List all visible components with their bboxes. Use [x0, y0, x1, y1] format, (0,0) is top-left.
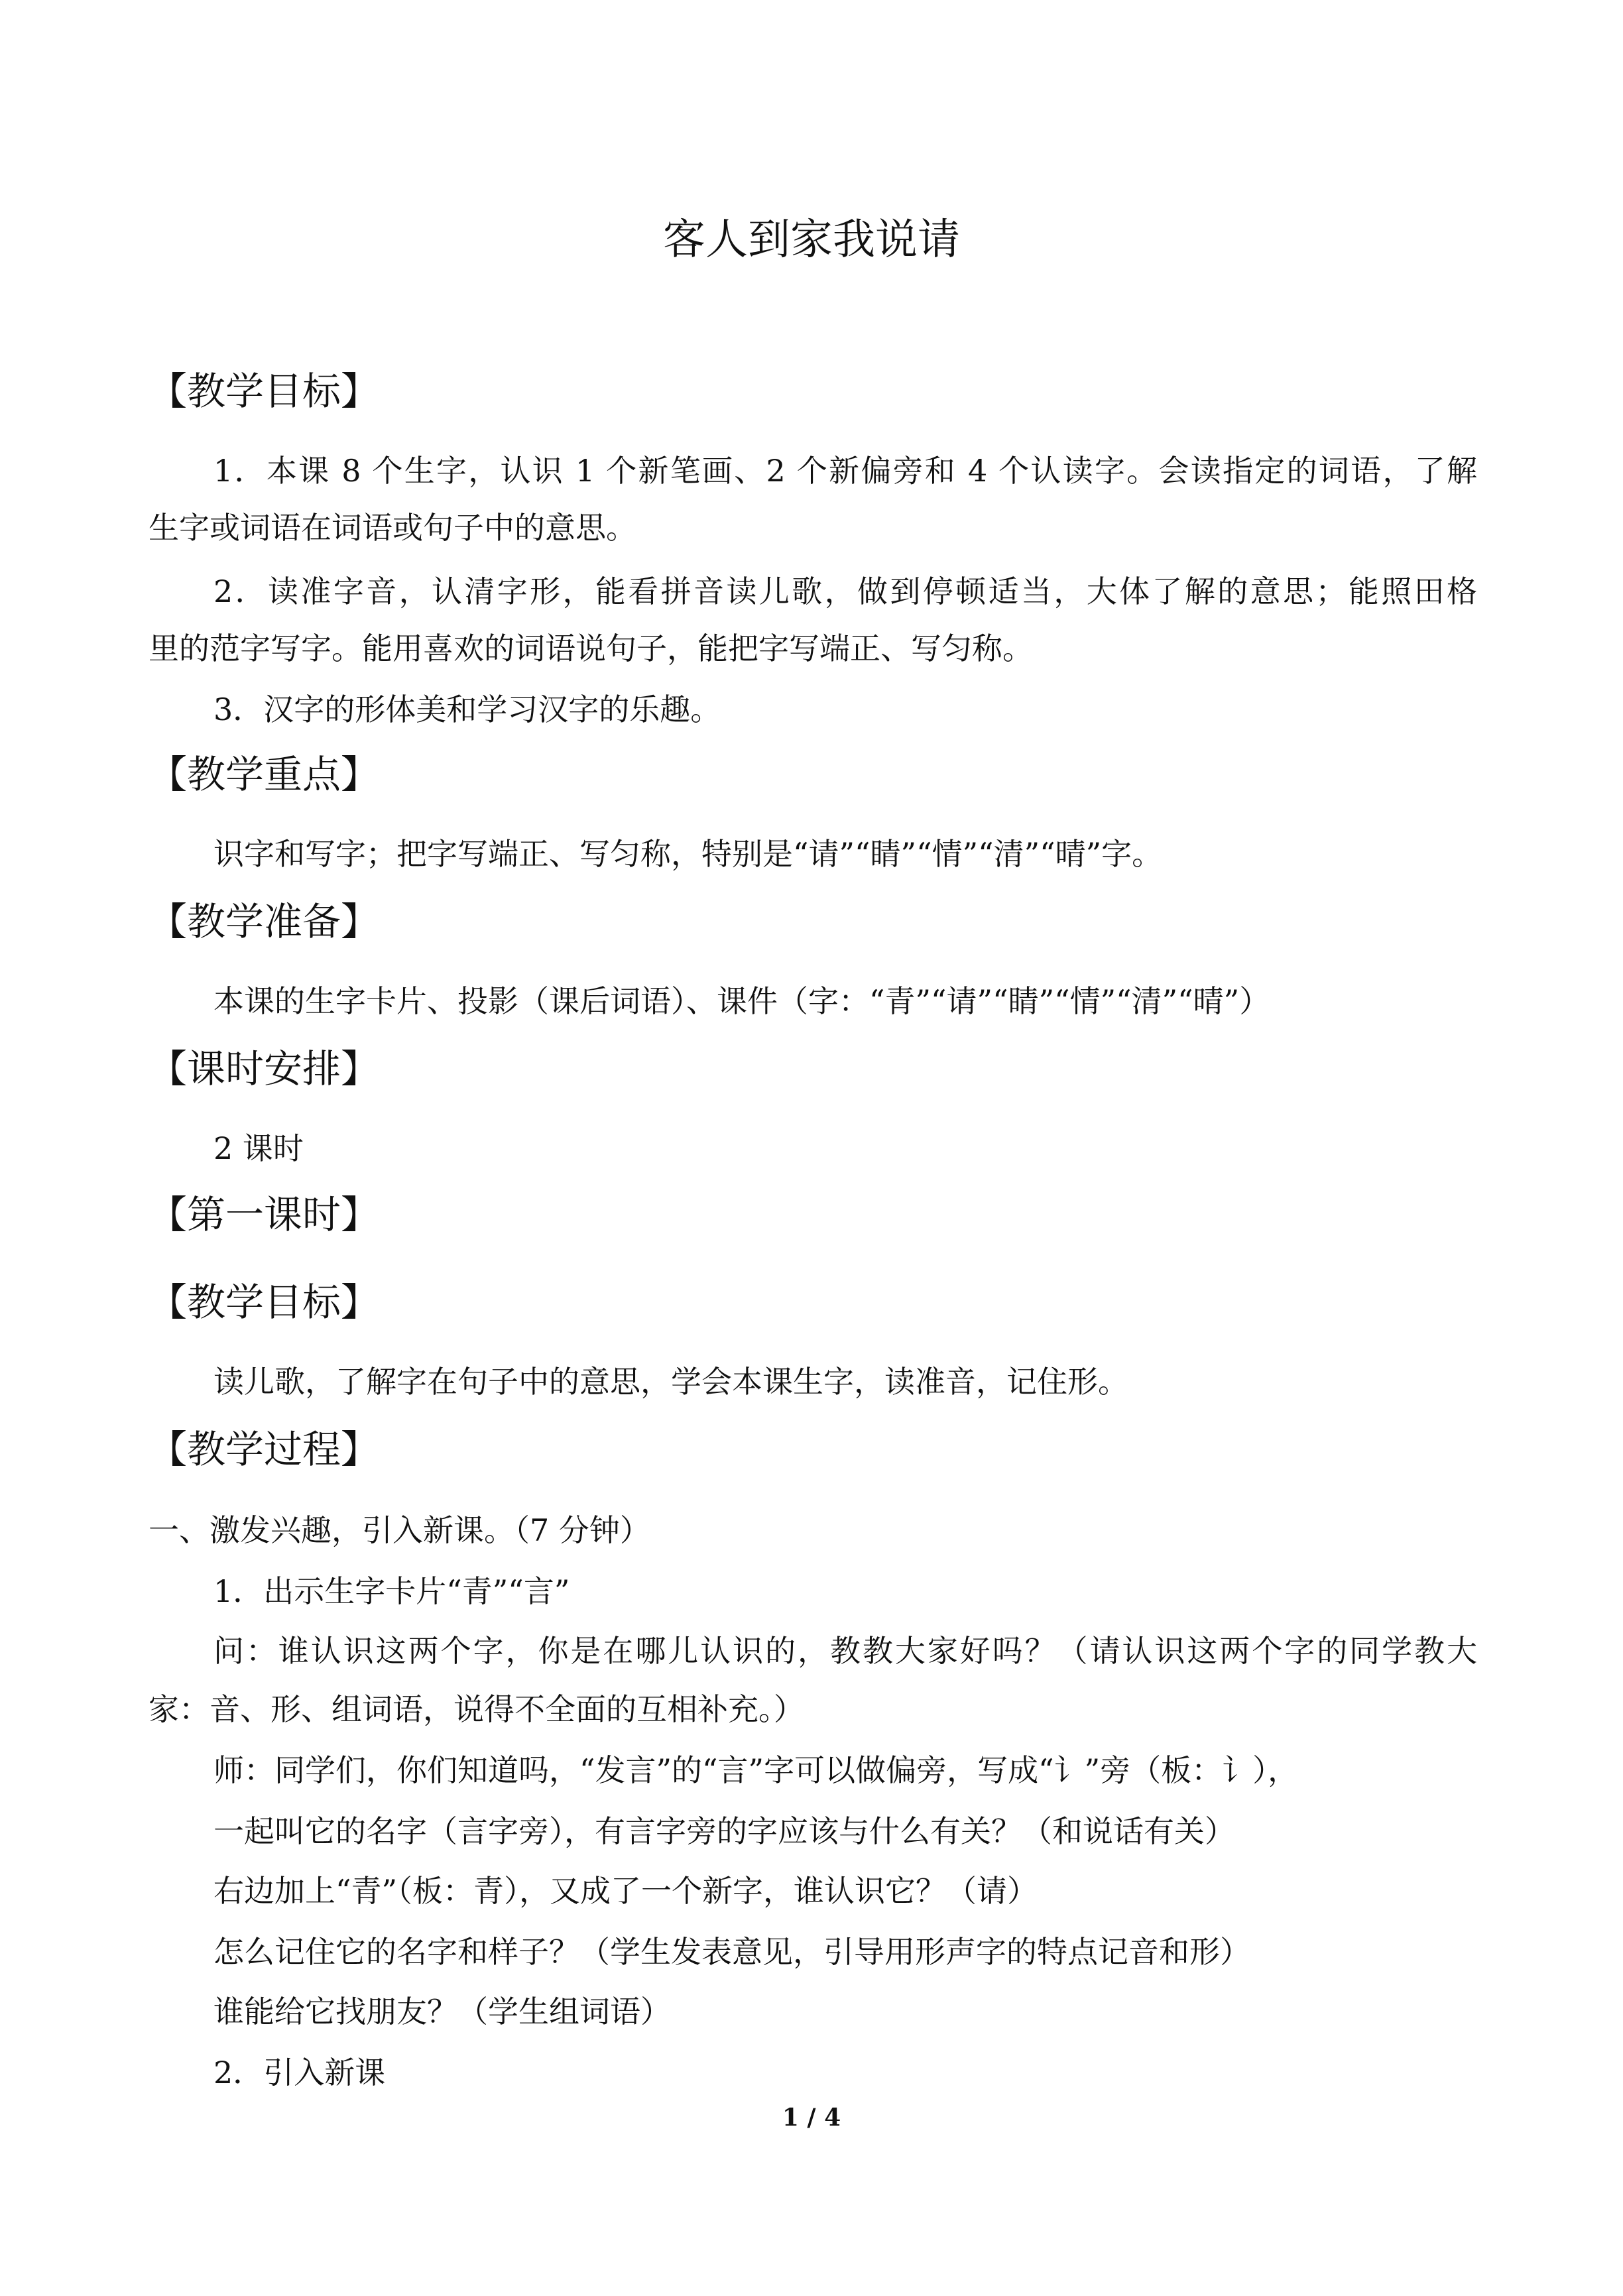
keypoints-text: 识字和写字；把字写端正、写匀称，特别是“请”“睛”“情”“清”“晴”字。 — [213, 836, 1163, 872]
section-heading-keypoints: 【教学重点】 — [149, 752, 380, 797]
question-1-line-1: 问：谁认识这两个字，你是在哪儿认识的，教教大家好吗？（请认识这两个字的同学教大 — [213, 1633, 1477, 1669]
step-1-heading: 一、激发兴趣，引入新课。（7 分钟） — [149, 1512, 650, 1548]
goal-2-line-2: 里的范字写字。能用喜欢的词语说句子，能把字写端正、写匀称。 — [149, 631, 1033, 666]
teacher-line-4: 怎么记住它的名字和样子？（学生发表意见，引导用形声字的特点记音和形） — [213, 1934, 1250, 1970]
step-1-item-2: 2．引入新课 — [213, 2055, 386, 2090]
goal-1-line-1: 1．本课 8 个生字，认识 1 个新笔画、2 个新偏旁和 4 个认读字。会读指定的词语，了解 — [213, 453, 1477, 489]
preparation-text: 本课的生字卡片、投影（课后词语）、课件（字：“青”“请”“睛”“情”“清”“晴”） — [213, 983, 1270, 1019]
teacher-line-5: 谁能给它找朋友？（学生组词语） — [213, 1994, 671, 2029]
section-heading-goals: 【教学目标】 — [149, 369, 380, 414]
goal-1-line-2: 生字或词语在词语或句子中的意思。 — [149, 510, 636, 546]
step-1-item-1: 1．出示生字卡片“青”“言” — [213, 1573, 570, 1609]
section-heading-preparation: 【教学准备】 — [149, 899, 380, 944]
section-heading-lesson-1-goals: 【教学目标】 — [149, 1280, 380, 1325]
page-title: 客人到家我说请 — [663, 215, 960, 265]
teacher-line-2: 一起叫它的名字（言字旁），有言字旁的字应该与什么有关？（和说话有关） — [213, 1813, 1235, 1849]
section-heading-process: 【教学过程】 — [149, 1427, 380, 1472]
section-heading-schedule: 【课时安排】 — [149, 1046, 380, 1091]
teacher-line-3: 右边加上“青”（板：青），又成了一个新字，谁认识它？（请） — [213, 1873, 1038, 1909]
goal-3: 3．汉字的形体美和学习汉字的乐趣。 — [213, 692, 721, 727]
section-heading-lesson-1: 【第一课时】 — [149, 1192, 380, 1237]
lesson-1-goals-text: 读儿歌，了解字在句子中的意思，学会本课生字，读准音，记住形。 — [213, 1364, 1128, 1400]
goal-2-line-1: 2．读准字音，认清字形，能看拼音读儿歌，做到停顿适当，大体了解的意思；能照田格 — [213, 574, 1477, 609]
question-1-line-2: 家：音、形、组词语，说得不全面的互相补充。） — [149, 1691, 804, 1727]
page-number: 1 / 4 — [782, 2104, 841, 2132]
teacher-line-1: 师：同学们，你们知道吗，“发言”的“言”字可以做偏旁，写成“讠”旁（板：讠）， — [213, 1752, 1299, 1788]
schedule-text: 2 课时 — [213, 1130, 304, 1166]
